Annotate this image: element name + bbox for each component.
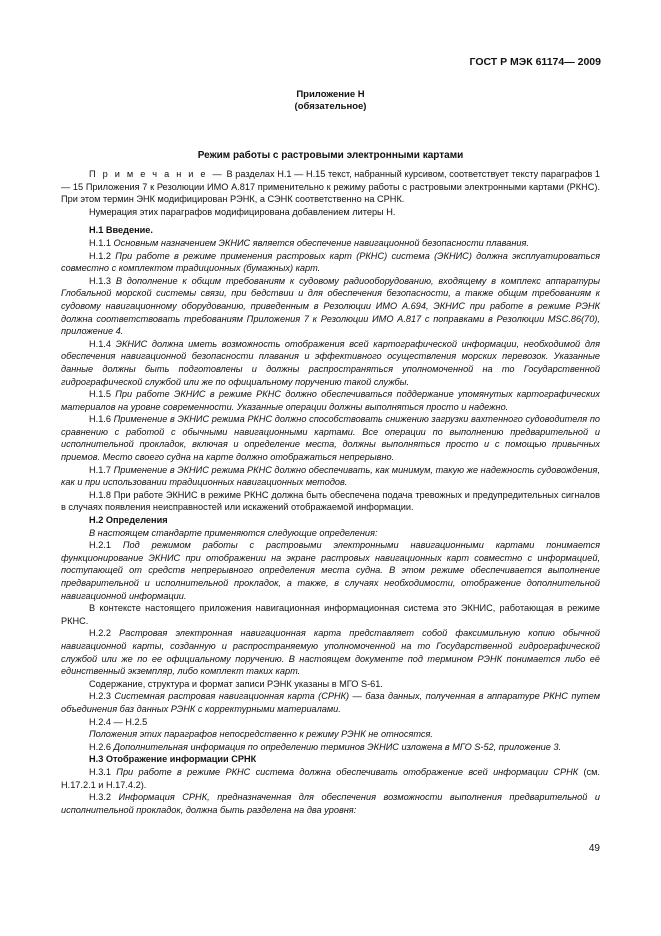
note-paragraph <box>61 168 600 206</box>
note-label: П р и м е ч а н и е — <box>89 169 224 179</box>
section-heading-h3: Н.3 Отображение информации СРНК <box>89 754 257 765</box>
page-number: 49 <box>588 843 600 854</box>
paragraph-h2-4: Н.2.4 — Н.2.5 <box>89 716 148 727</box>
paragraph-text: В дополнение к общим требованиям к судовому радиооборудованию, входящему в комплекс аппаратуры Глобальной морской системы связи, при бедствии и для обеспечения безопасности, а также общим требованиям к судовому навигационному оборудованию, приведенным в Резолюции ИМО А.694, ЭКНИС при работе в режиме РЭНК должна соответствовать требованиям Приложения 7 к Резолюции ИМО А.817 с поправками в Резолюции MSC.86(70), приложение 4. <box>61 275 600 337</box>
paragraph-h1-2 <box>61 250 600 275</box>
paragraph-text: Информация СРНК, предназначенная для обеспечения возможности выполнения предварительной и исполнительной прокладок, должна быть разделена на два уровня: <box>61 792 601 815</box>
paragraph-h1-4 <box>61 338 600 388</box>
paragraph-text: Дополнительная информация по определению терминов ЭКНИС изложена в МГО S-52, приложение 3. <box>113 741 562 752</box>
paragraph-text: Основным назначением ЭКНИС является обеспечение навигационной безопасности плавания. <box>113 237 529 248</box>
paragraph-number: Н.2.1 <box>89 540 123 551</box>
paragraph-number: Н.1.3 <box>89 275 116 286</box>
paragraph-text: Системная растровая навигационная карта (СРНК) — база данных, полученная в аппаратуре РКНС путем объединения баз данных РЭНК с корректурными материалами. <box>61 691 600 714</box>
paragraph-h3-2 <box>61 791 600 816</box>
paragraph-text: При работе в режиме РКНС система должна обеспечивать отображение всей информации СРНК <box>116 766 579 777</box>
paragraph-number: Н.1.5 <box>89 389 116 400</box>
paragraph-text: Растровая электронная навигационная карта представляет собой факсимильную копию обычной навигационной карты, созданную и распространяемую уполномоченной на то Государственной гидрографической службой или же по ее официальному поручению. В настоящем документе под термином РЭНК понимается либо её единственный экземпляр, либо комплект таких карт. <box>61 628 600 677</box>
paragraph-h2-content: Содержание, структура и формат записи РЭНК указаны в МГО S-61. <box>89 678 383 689</box>
paragraph-text: При работе ЭКНИС в режиме РКНС должно обеспечиваться поддержание упомянутых картографических материалов на уровне современности. Указанные операции должны выполняться просто и надежно. <box>61 389 601 412</box>
paragraph-h1-5 <box>61 388 600 413</box>
paragraph-number: Н.1.7 <box>89 464 114 475</box>
paragraph-text: Под режимом работы с растровыми электронными навигационными картами понимается функционирование ЭКНИС при отображении на экране растровых навигационных карт совместно с информацией, поступающей от средств непрерывного определения места судна. В этом режиме обеспечивается выполнение предварительной и исполнительной прокладок, а также, в случаях необходимости, отображение дополнительной навигационной информации. <box>61 540 601 601</box>
paragraph-number: Н.3.2 <box>89 792 119 803</box>
paragraph-h1-7 <box>61 464 600 489</box>
paragraph-h2-3 <box>61 690 600 715</box>
paragraph-number: Н.1.2 <box>89 250 116 261</box>
annex-heading <box>0 89 661 114</box>
annex-title: Приложение Н <box>296 89 365 100</box>
paragraph-number: Н.1.4 <box>89 338 116 349</box>
paragraph-h2-intro: В настоящем стандарте применяются следующие определения: <box>89 527 378 538</box>
paragraph-h1-1 <box>61 237 600 250</box>
paragraph-reference: (см. Н.17.2.1 и Н.17.4.2). <box>61 766 600 790</box>
paragraph-h2-2 <box>61 627 600 677</box>
standard-header: ГОСТ Р МЭК 61174— 2009 <box>469 56 601 68</box>
paragraph-h2-context: В контексте настоящего приложения навигационная информационная система это ЭКНИС, работающая в режиме РКНС. <box>61 603 600 626</box>
paragraph-h2-1 <box>61 539 600 602</box>
paragraph-number: Н.1.1 <box>89 237 114 248</box>
document-body <box>61 168 600 816</box>
section-heading-h2: Н.2 Определения <box>89 515 168 526</box>
note-text: В разделах Н.1 — Н.15 текст, набранный курсивом, соответствует тексту параграфов 1 — 15 Приложения 7 к Резолюции ИМО А.817 применительно к режиму работы с растровыми электронными картами (РКНС). При этом термин ЭНК модифицирован РЭНК, а СЭНК соответственно на СРНК. <box>61 169 600 205</box>
annex-status: (обязательное) <box>294 101 367 113</box>
paragraph-text: Применение в ЭКНИС режима РКНС должно обеспечивать, как минимум, такую же надежность судовождения, как и при использовании традиционных навигационных методов. <box>61 464 600 488</box>
paragraph-text: Применение в ЭКНИС режима РКНС должно способствовать снижению загрузки вахтенного судоводителя по сравнению с работой с обычными навигационными картами. Все операции по выполнению предварительной и исполнительной прокладок, включая и определение места, должны выполняться просто и с помощью привычных приемов. Место своего судна на карте должно отображаться непрерывно. <box>61 414 601 463</box>
paragraph-text: ЭКНИС должна иметь возможность отображения всей картографической информации, необходимой для обеспечения навигационной безопасности плавания и эффективного осуществления морских перевозок. Указанные данные должны быть подготовлены и должны распространяться уполномоченной на то Государственной гидрографической службой или же по официальному поручению такой службы. <box>61 338 600 387</box>
paragraph-h1-3 <box>61 275 600 338</box>
document-title: Режим работы с растровыми электронными картами <box>197 150 464 161</box>
paragraph-number: Н.3.1 <box>89 766 117 777</box>
paragraph-h2-4-text: Положения этих параграфов непосредственно к режиму РЭНК не относятся. <box>89 729 433 740</box>
paragraph-number: Н.2.3 <box>89 691 115 702</box>
paragraph-h1-8: Н.1.8 При работе ЭКНИС в режиме РКНС должна быть обеспечена подача тревожных и предупредительных сигналов в случаях появления неисправностей или искажений отображаемой информации. <box>61 489 600 513</box>
paragraph-h2-6 <box>61 741 600 754</box>
paragraph-number: Н.1.6 <box>89 414 114 425</box>
note-paragraph-2: Нумерация этих параграфов модифицирована добавлением литеры Н. <box>89 206 396 217</box>
paragraph-h3-1 <box>61 766 600 791</box>
paragraph-text: При работе в режиме применения растровых карт (РКНС) система (ЭКНИС) должна эксплуатироваться совместно с комплектом традиционных (бумажных) карт. <box>61 250 601 274</box>
paragraph-number: Н.2.2 <box>89 628 120 639</box>
paragraph-h1-6 <box>61 413 600 463</box>
paragraph-number: Н.2.6 <box>89 741 114 752</box>
section-heading-h1: Н.1 Введение. <box>89 225 153 236</box>
